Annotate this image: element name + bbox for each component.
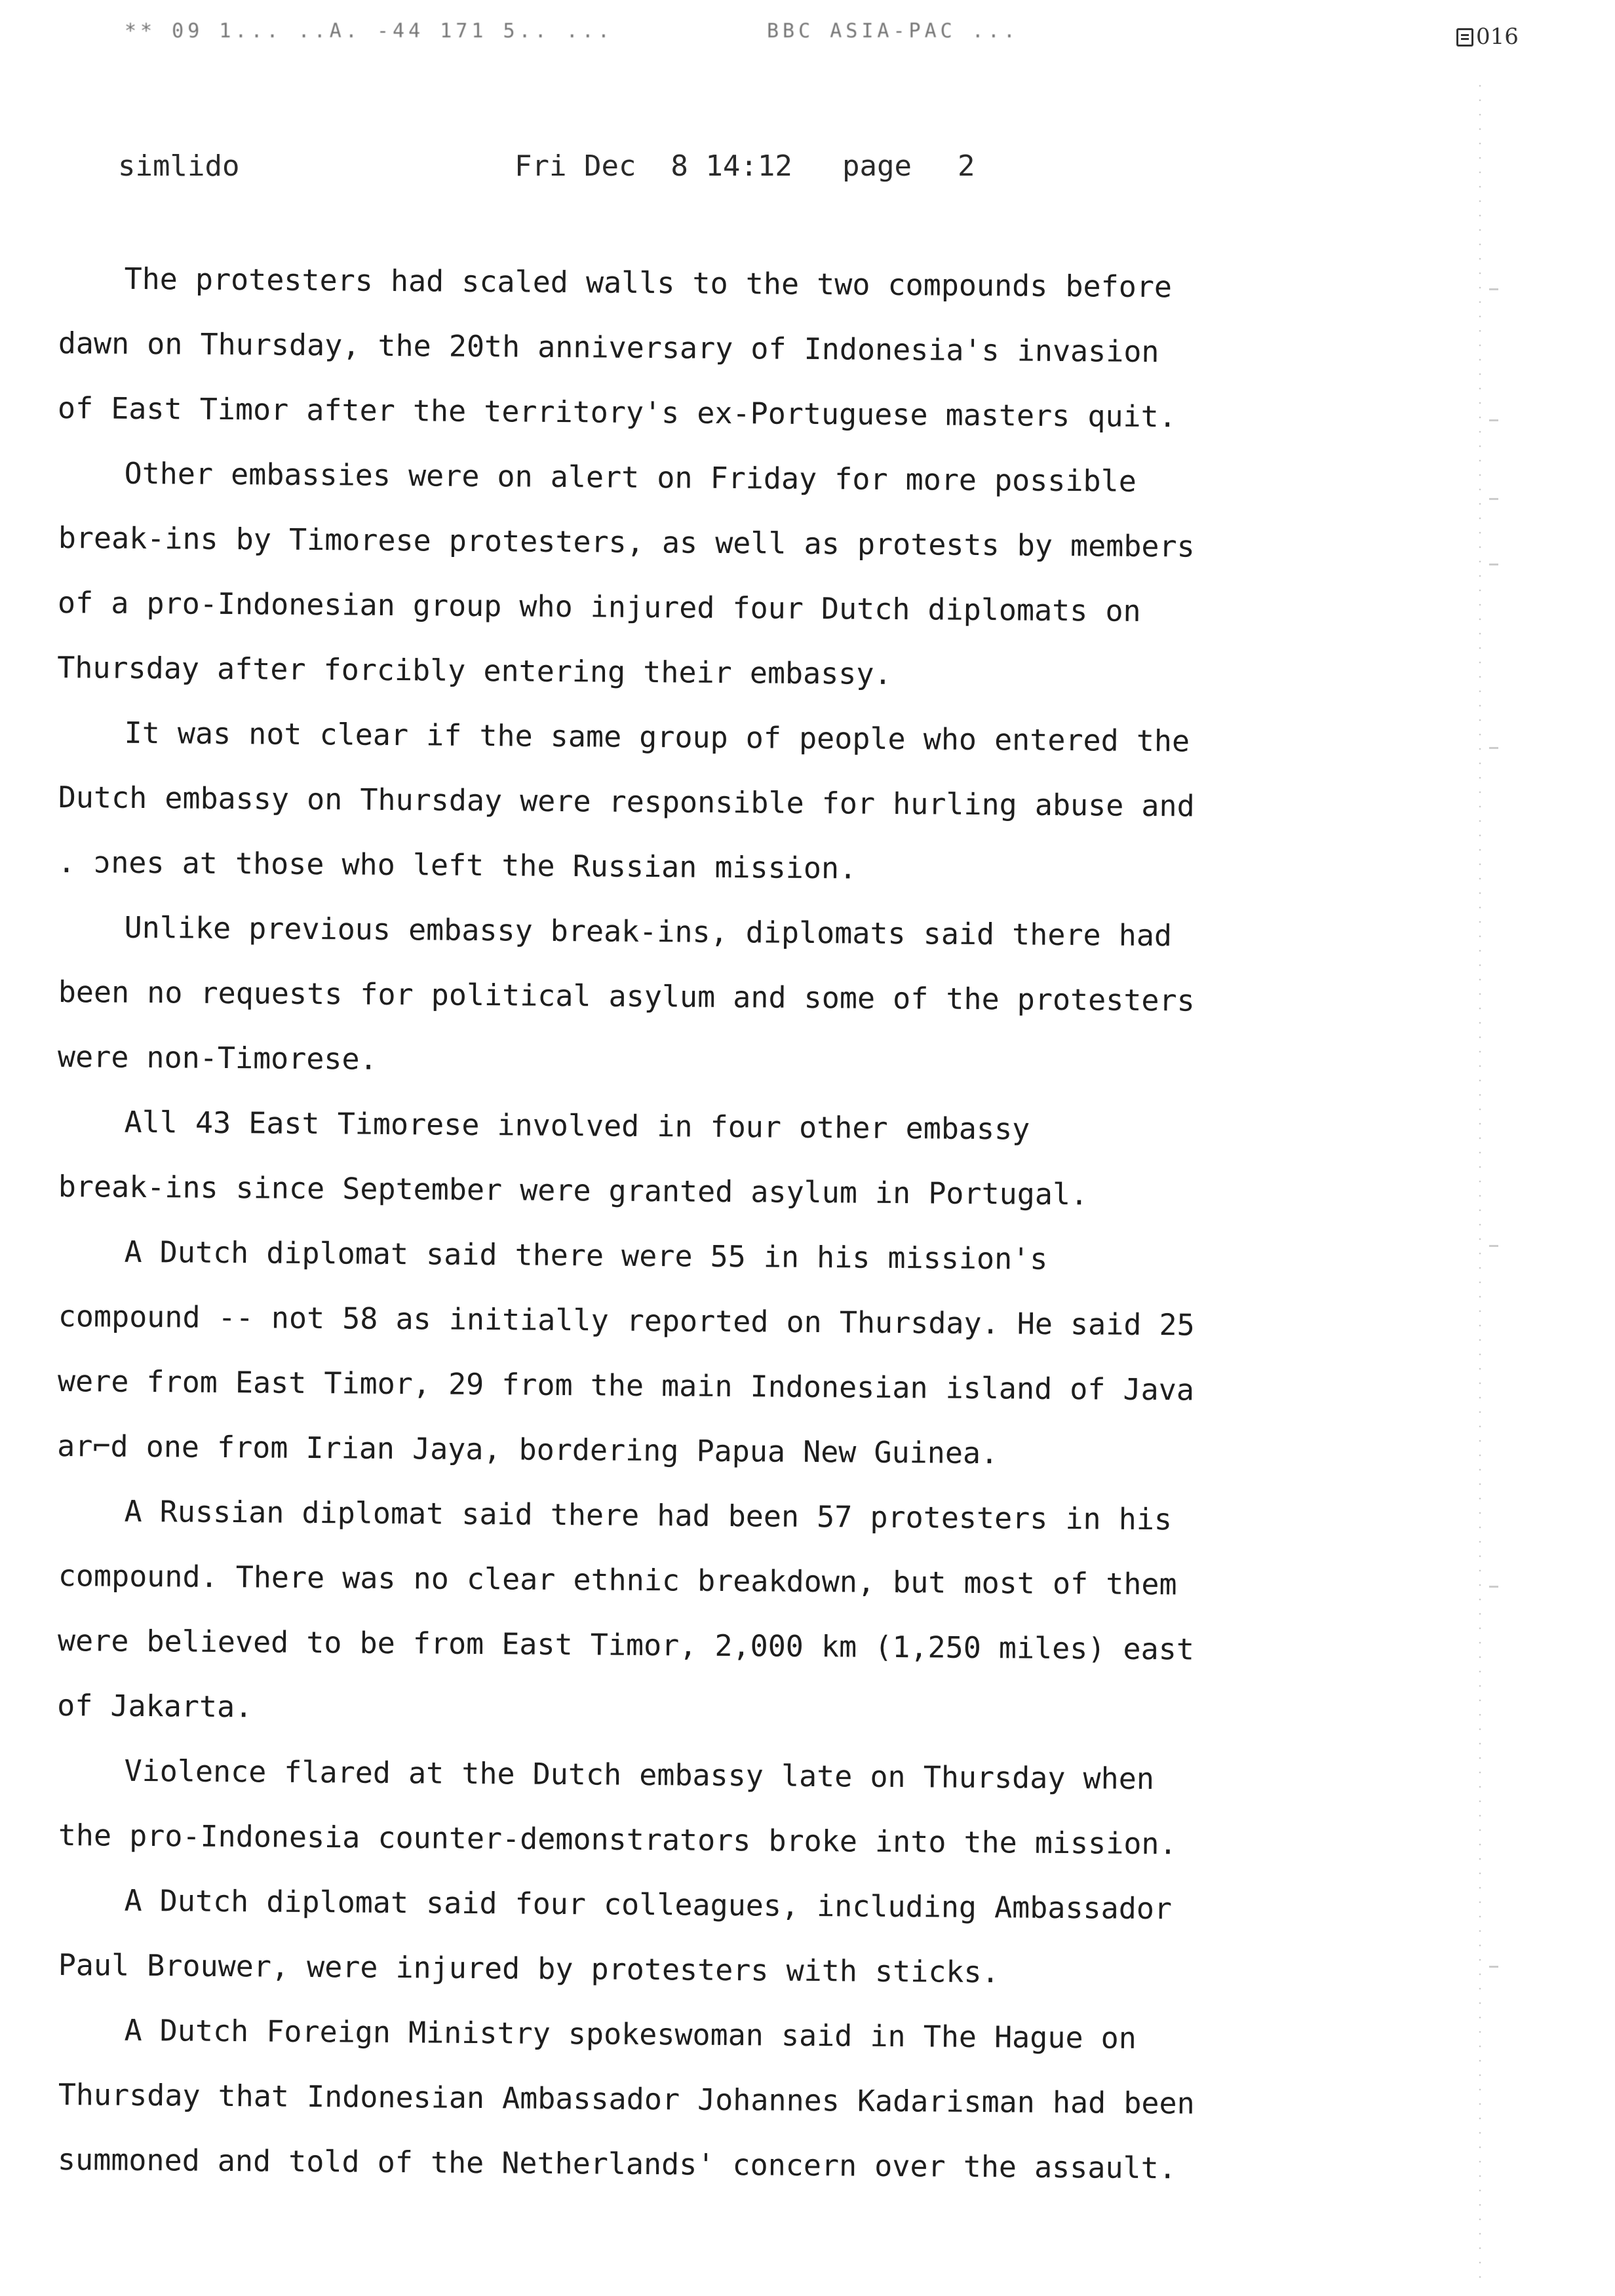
paragraph: Other embassies were on alert on Friday for more possible break-ins by Timorese protesters, as well as protests by members of a pro-Indonesian group who injured four Dutch diplomats on Thursday after forcibly entering their embassy. — [57, 455, 1195, 691]
fax-transmission-header — [125, 20, 1019, 43]
paragraph: The protesters had scaled walls to the two compounds before dawn on Thursday, the 20th anniversary of Indonesia's invasion of East Timor after the territory's ex-Portuguese masters quit. — [57, 261, 1177, 434]
paragraph: A Dutch diplomat said there were 55 in his mission's compound -- not 58 as initially reported on Thursday. He said 25 were from East Timor, 29 from the main Indonesian island of Java ar⌐d one from Irian Jaya, bordering Papua New Guinea. — [57, 1234, 1195, 1471]
paragraph: A Dutch Foreign Ministry spokeswoman said in The Hague on Thursday that Indonesian Ambassador Johannes Kadarisman had been summoned and told of the Netherlands' concern over the assault. — [57, 2012, 1195, 2186]
scan-speck — [1489, 1586, 1498, 1588]
fax-transmission-meta: ** 09 1... ..A. -44 171 5.. ... — [125, 20, 613, 43]
paragraph: All 43 East Timorese involved in four other embassy break-ins since September were granted asylum in Portugal. — [58, 1104, 1089, 1212]
article-body — [59, 246, 1370, 2192]
page-label: page — [842, 149, 912, 183]
page-number-value: 2 — [957, 149, 975, 183]
paragraph: It was not clear if the same group of people who entered the Dutch embassy on Thursday were responsible for hurling abuse and . ɔnes at those who left the Russian mission. — [57, 715, 1195, 886]
fax-page-number: 016 — [1476, 24, 1519, 50]
scan-speck — [1489, 747, 1498, 749]
fax-page-id — [1456, 24, 1519, 50]
scan-speck — [1489, 498, 1498, 500]
scan-speck — [1489, 419, 1498, 421]
scan-speck — [1489, 1966, 1498, 1968]
page-date-time: Fri Dec 8 14:12 — [515, 149, 792, 183]
paragraph: Unlike previous embassy break-ins, diplomats said there had been no requests for political asylum and some of the protesters were non-Timorese. — [57, 909, 1195, 1077]
page-header — [118, 149, 975, 183]
scan-speck — [1489, 288, 1498, 290]
fax-page-icon — [1456, 28, 1473, 47]
scan-edge-artifact — [1479, 79, 1481, 2280]
page-number — [842, 149, 975, 183]
paragraph: Violence flared at the Dutch embassy late on Thursday when the pro-Indonesia counter-demonstrators broke into the mission. — [58, 1753, 1177, 1862]
file-name: simlido — [118, 149, 240, 183]
fax-transmission-source: BBC ASIA-PAC ... — [767, 20, 1019, 43]
paragraph: A Russian diplomat said there had been 57 protesters in his compound. There was no clear ethnic breakdown, but most of them were believed to be from East Timor, 2,000 km (1,250 miles) east of Jakarta. — [57, 1493, 1195, 1725]
paragraph: A Dutch diplomat said four colleagues, including Ambassador Paul Brouwer, were injured by protesters with sticks. — [58, 1883, 1173, 1990]
scan-speck — [1489, 1245, 1498, 1247]
scan-speck — [1489, 564, 1498, 565]
